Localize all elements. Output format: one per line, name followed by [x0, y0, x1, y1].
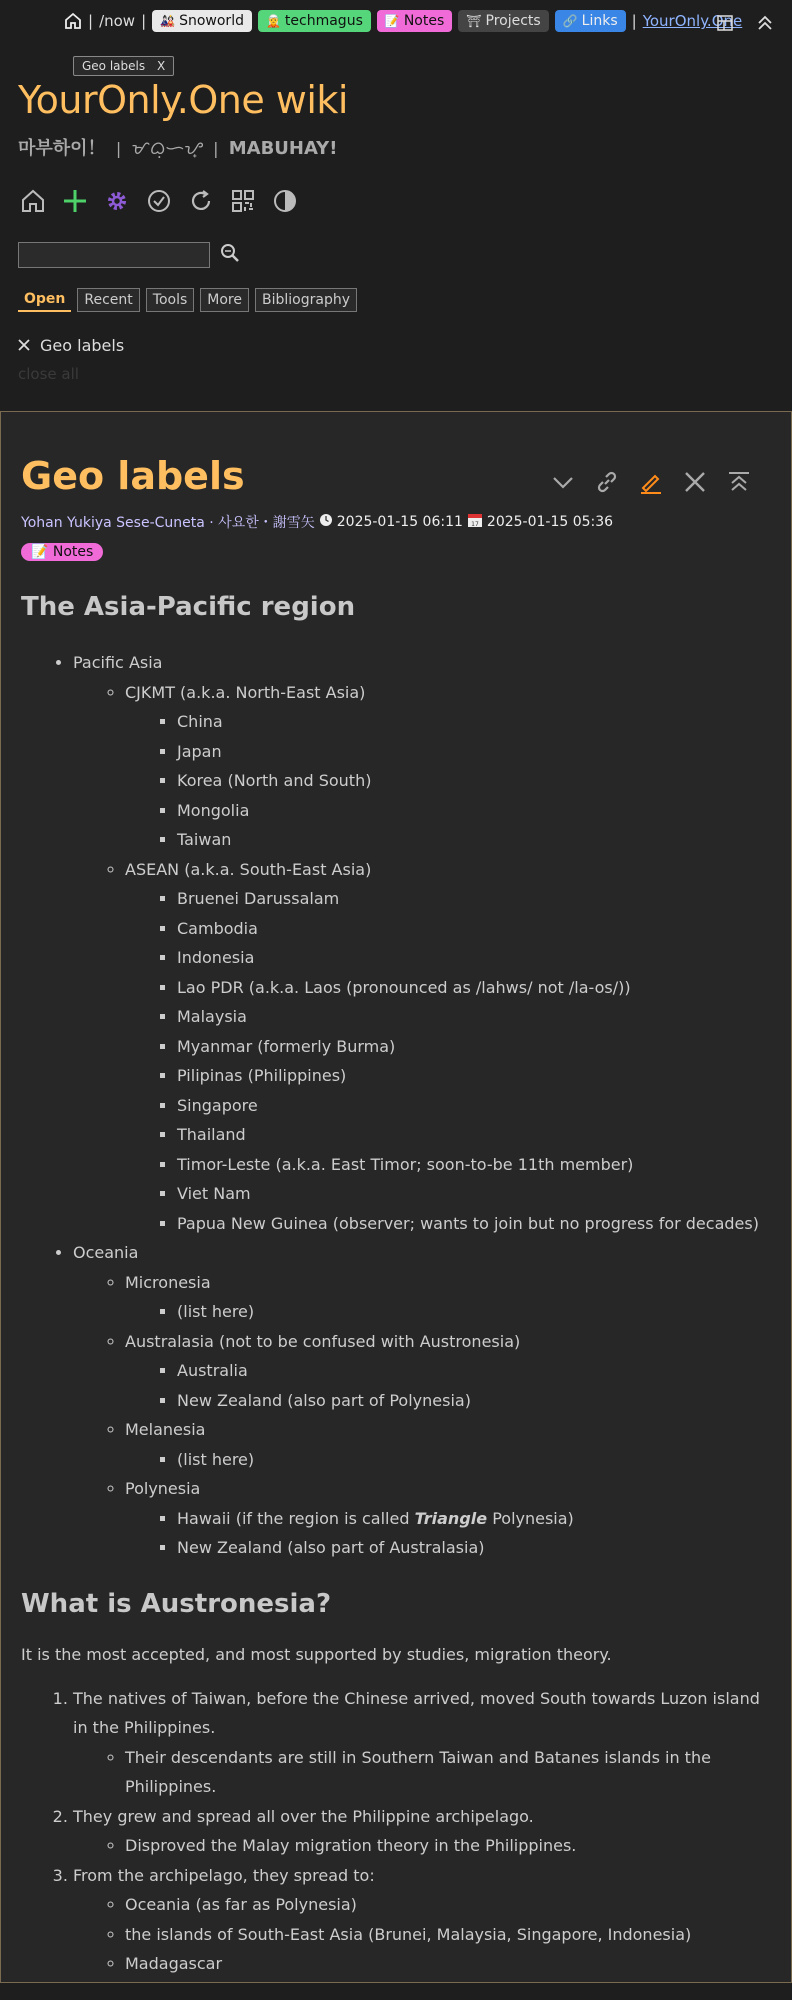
list-item — [177, 1504, 771, 1534]
chip-emoji: 🎎 — [160, 14, 176, 28]
tag-emoji: 📝 — [31, 544, 49, 560]
list-item — [73, 1802, 771, 1861]
chip-label: Links — [581, 13, 618, 29]
list-item: ▪ Viet Nam — [177, 1179, 771, 1209]
list-item-label: Pacific Asia — [73, 653, 163, 672]
chip-techmagus[interactable] — [258, 10, 371, 32]
list-item: ▪ Korea (North and South) — [177, 766, 771, 796]
subtitle-baybayin: ᜋᜊᜓᜑᜌ᜔ — [131, 138, 203, 159]
list-item: ▪ Papua New Guinea (observer; wants to join but no progress for decades) — [177, 1209, 771, 1239]
calendar-icon — [467, 512, 483, 532]
open-list-item[interactable] — [18, 336, 124, 355]
tiddler-meta — [21, 512, 613, 532]
permalink-icon[interactable] — [593, 468, 621, 496]
list-item: ◦ Disproved the Malay migration theory in the Philippines. — [125, 1831, 771, 1861]
check-circle-icon[interactable] — [144, 186, 174, 216]
corner-controls — [716, 14, 774, 36]
subtitle-separator: | — [213, 139, 219, 158]
home-icon[interactable] — [64, 12, 82, 30]
created-date: 2025-01-15 05:36 — [486, 514, 614, 530]
list-item: ▪ Bruenei Darussalam — [177, 884, 771, 914]
list-item-label: Melanesia — [125, 1420, 206, 1439]
new-tiddler-icon[interactable] — [60, 186, 90, 216]
gear-icon[interactable] — [102, 186, 132, 216]
list-item-label: The natives of Taiwan, before the Chinese arrived, moved South towards Luzon island in the Philippines. — [73, 1688, 760, 1737]
sidebar-tabs — [18, 288, 357, 312]
section-heading: The Asia-Pacific region — [21, 592, 356, 622]
wiki-title: YourOnly.One wiki — [18, 78, 348, 122]
list-item: ▪ Australia — [177, 1356, 771, 1386]
list-item — [125, 678, 771, 855]
refresh-icon[interactable] — [186, 186, 216, 216]
list-item: ▪ China — [177, 707, 771, 737]
site-link[interactable]: YourOnly.One — [642, 12, 743, 30]
theme-toggle-icon[interactable] — [270, 186, 300, 216]
tooltip-label: Geo labels — [82, 59, 146, 73]
edit-pencil-icon[interactable] — [637, 468, 665, 496]
list-item: ◦ Their descendants are still in Southern Taiwan and Batanes islands in the Philippines. — [125, 1743, 771, 1802]
list-item — [125, 855, 771, 1239]
chip-emoji: 🧝 — [265, 14, 281, 28]
list-item: ◦ Madagascar — [125, 1949, 771, 1979]
tiddler-body — [21, 592, 771, 1979]
tooltip-close[interactable]: X — [156, 59, 166, 73]
chip-label: Projects — [485, 13, 541, 29]
list-item-label: From the archipelago, they spread to: — [73, 1865, 375, 1885]
text-fragment: Polynesia) — [487, 1508, 574, 1528]
subtitle-korean: 마부하이！ — [18, 138, 106, 159]
close-icon[interactable] — [681, 468, 709, 496]
paragraph: It is the most accepted, and most supported by studies, migration theory. — [21, 1644, 612, 1664]
open-tiddlers-list — [18, 336, 124, 383]
list-item: ▪ New Zealand (also part of Australasia) — [177, 1533, 771, 1563]
list-item: ▪ (list here) — [177, 1445, 771, 1475]
qr-icon[interactable] — [228, 186, 258, 216]
tab-more[interactable]: More — [200, 288, 249, 312]
tag-pill[interactable] — [21, 543, 103, 561]
tab-recent[interactable]: Recent — [77, 288, 139, 312]
menu-separator: | — [631, 12, 637, 30]
search-icon[interactable] — [220, 243, 240, 267]
list-item-label: Micronesia — [125, 1272, 211, 1292]
close-icon[interactable] — [18, 336, 30, 355]
list-item: ▪ Malaysia — [177, 1002, 771, 1032]
chip-label: techmagus — [284, 13, 363, 29]
list-item — [125, 1268, 771, 1327]
chip-emoji: ⛩ — [466, 14, 482, 28]
list-item: ◦ the islands of South-East Asia (Brunei, Malaysia, Singapore, Indonesia) — [125, 1920, 771, 1950]
chip-notes[interactable] — [377, 10, 452, 32]
menu-separator: | — [141, 12, 147, 30]
close-others-icon[interactable] — [725, 468, 753, 496]
chip-emoji: 📝 — [384, 14, 400, 28]
list-item: ▪ Mongolia — [177, 796, 771, 826]
list-item — [73, 1861, 771, 1979]
top-menu-bar — [64, 8, 782, 34]
svg-text:17: 17 — [471, 521, 479, 528]
clock-icon — [319, 513, 333, 531]
list-item-label: CJKMT (a.k.a. North-East Asia) — [125, 682, 366, 702]
page-toolbar — [18, 186, 300, 216]
chip-label: Snoworld — [179, 13, 244, 29]
tiddler-title: Geo labels — [21, 454, 245, 498]
list-item: ▪ Thailand — [177, 1120, 771, 1150]
region-list — [21, 648, 771, 1563]
tab-open[interactable]: Open — [18, 288, 71, 312]
list-item — [73, 1238, 771, 1563]
list-item: ▪ Pilipinas (Philippines) — [177, 1061, 771, 1091]
home-icon[interactable] — [18, 186, 48, 216]
section-heading: What is Austronesia? — [21, 1588, 332, 1619]
search-input[interactable] — [18, 242, 210, 268]
list-item: ▪ Timor-Leste (a.k.a. East Timor; soon-to-be 11th member) — [177, 1150, 771, 1180]
layout-icon[interactable] — [716, 14, 734, 36]
list-item: ▪ Cambodia — [177, 914, 771, 944]
chip-label: Notes — [403, 13, 445, 29]
tiddler-panel — [0, 411, 792, 1983]
wiki-subtitle — [18, 134, 337, 160]
author-link[interactable]: Yohan Yukiya Sese-Cuneta · 사요한・謝雪矢 — [21, 515, 315, 531]
chip-links[interactable] — [555, 10, 626, 32]
list-item: ▪ (list here) — [177, 1297, 771, 1327]
list-item: ▪ Singapore — [177, 1091, 771, 1121]
tag-label: Notes — [52, 544, 94, 560]
chevron-down-icon[interactable] — [549, 468, 577, 496]
list-item-label: Oceania — [73, 1243, 139, 1262]
list-item: ▪ Japan — [177, 737, 771, 767]
chip-projects[interactable] — [458, 10, 548, 32]
list-item — [73, 648, 771, 1238]
list-item — [125, 1327, 771, 1416]
open-tab-tooltip[interactable] — [73, 56, 174, 76]
now-link[interactable]: /now — [99, 12, 136, 30]
search-row — [18, 242, 240, 268]
list-item-label: Polynesia — [125, 1479, 201, 1498]
list-item-label: ASEAN (a.k.a. South-East Asia) — [125, 859, 372, 879]
text-fragment: Hawaii (if the region is called — [177, 1508, 415, 1528]
list-item: ▪ Lao PDR (a.k.a. Laos (pronounced as /lahws/ not /la-os/)) — [177, 973, 771, 1003]
list-item: ▪ Taiwan — [177, 825, 771, 855]
list-item — [125, 1415, 771, 1474]
list-item-label: Australasia (not to be confused with Austronesia) — [125, 1331, 521, 1351]
subtitle-separator: | — [115, 139, 122, 158]
list-item: ▪ New Zealand (also part of Polynesia) — [177, 1386, 771, 1416]
open-list-item-label[interactable]: Geo labels — [40, 336, 125, 355]
list-item: ◦ Oceania (as far as Polynesia) — [125, 1890, 771, 1920]
tab-bibliography[interactable]: Bibliography — [255, 288, 357, 312]
list-item: ▪ Indonesia — [177, 943, 771, 973]
chip-snoworld[interactable] — [152, 10, 252, 32]
close-all-button[interactable]: close all — [18, 365, 79, 383]
list-item — [73, 1684, 771, 1802]
menu-separator: | — [88, 12, 94, 30]
tiddler-controls — [549, 468, 753, 496]
list-item: ▪ Myanmar (formerly Burma) — [177, 1032, 771, 1062]
emphasis-text: Triangle — [414, 1508, 488, 1528]
subtitle-latin: MABUHAY! — [228, 138, 338, 159]
list-item-label: They grew and spread all over the Philippine archipelago. — [73, 1806, 534, 1826]
tab-tools[interactable]: Tools — [146, 288, 195, 312]
list-item — [125, 1474, 771, 1563]
modified-date: 2025-01-15 06:11 — [336, 514, 463, 530]
chip-emoji: 🔗 — [562, 14, 578, 28]
migration-list — [21, 1684, 771, 1979]
collapse-up-icon[interactable] — [756, 14, 774, 36]
